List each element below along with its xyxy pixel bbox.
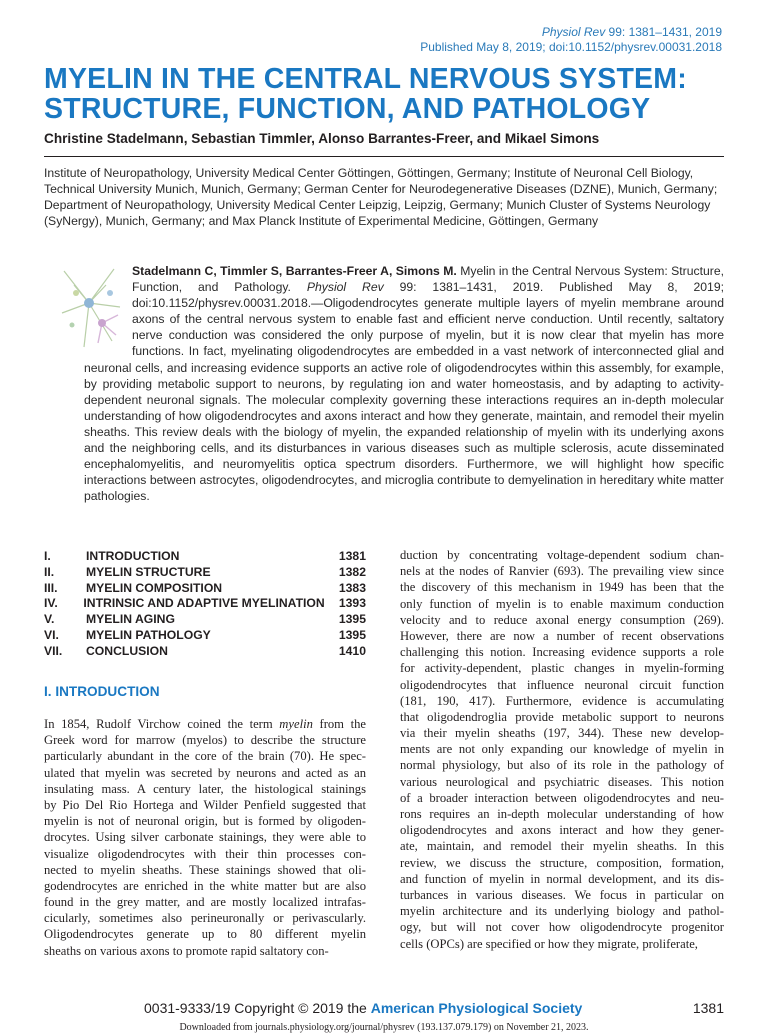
body-text-right-column — [400, 547, 724, 952]
toc-entry-number: IV. — [44, 596, 58, 611]
text-line: oligodendrocytes that influence neuronal circuit function — [400, 677, 724, 692]
text-line: (181, 190, 417). Furthermore, evidence is accumulating — [400, 693, 724, 708]
text-line: visualize oligodendrocytes with their thin processes con- — [44, 846, 366, 861]
text-line: ogy, but will not cover how oligodendrocyte progenitor — [400, 920, 724, 935]
toc-entry-page: 1395 — [338, 612, 366, 627]
toc-entry[interactable] — [44, 612, 366, 628]
section-heading-introduction: I. INTRODUCTION — [44, 684, 160, 699]
text-line: myelin is not of neuronal origin, but is formed by oligoden- — [44, 814, 366, 829]
text-line: In 1854, Rudolf Virchow coined the term myelin from the — [44, 717, 366, 731]
toc-entry[interactable] — [44, 549, 366, 565]
toc-entry-page: 1382 — [338, 564, 366, 579]
text-line: Oligodendrocytes generate up to 80 different myelin — [44, 927, 366, 942]
text-line: myelin architecture and its underlying biology and pathol- — [400, 904, 724, 919]
article-title — [44, 64, 734, 124]
toc-entry-title: MYELIN COMPOSITION — [86, 580, 223, 595]
toc-entry[interactable] — [44, 581, 366, 597]
download-notice: Downloaded from journals.physiology.org/journal/physrev (193.137.079.179) on November 21, 2023. — [179, 1022, 589, 1033]
text-line: normal physiology, but also of its role in the pathology of — [400, 758, 724, 773]
toc-entry[interactable] — [44, 644, 366, 660]
divider — [44, 156, 724, 157]
text-line: ulated that myelin was secreted by neurons and acted as an — [44, 765, 366, 780]
toc-entry-number: VI. — [44, 627, 59, 642]
journal-volume-pages: 99: 1381–1431, 2019 — [605, 25, 722, 39]
text-line: duction by concentrating voltage-dependent sodium chan- — [400, 548, 724, 562]
abstract-authors: Stadelmann C, Timmler S, Barrantes-Freer A, Simons M. — [132, 264, 457, 278]
toc-entry[interactable] — [44, 628, 366, 644]
toc-entry-title: INTRODUCTION — [86, 549, 180, 563]
abstract-body: Oligodendrocytes generate multiple layers of myelin membrane around axons of the central nervous system to enable fast and efficient nerve conduction. Until recently, saltatory nerve conduction was considered the only purpose of myelin, but it is now clear that myelin has more functions. In fact, myelinating oligodendrocytes are embedded in a vast network of interconnected glial and neuronal cells, and increasing evidence supports an active role of oligodendrocytes within this assembly, for example, by providing metabolic support to neurons, by regulating ion and water homeostasis, and by adapting to activity-dependent neuronal signals. The molecular complexity governing these interactions requires an in-depth molecular understanding of how oligodendrocytes and axons interact and how they generate, maintain, and remodel their myelin sheaths. This review deals with the biology of myelin, the expanded relationship of myelin with its underlying axons and the neighboring cells, and its disturbances in various diseases such as multiple sclerosis, acute disseminated encephalomyelitis, and neuromyelitis optica spectrum disorders. Furthermore, we will highlight how specific interactions between astrocytes, oligodendrocytes, and microglia contribute to demyelination in hereditary white matter pathologies. — [84, 296, 724, 504]
text-line: various neurological and psychiatric diseases. This notion — [400, 774, 724, 789]
page-number: 1381 — [692, 1000, 724, 1016]
text-line: review, we discuss the structure, composition, formation, — [400, 855, 724, 870]
text-line: via their myelin sheaths (197, 344). These new develop- — [400, 726, 724, 741]
text-line: and function of myelin in normal development, and its dis- — [400, 871, 724, 886]
text-line: cells (OPCs) are specified or how they migrate, proliferate, — [400, 936, 698, 951]
text-line: ate, maintain, and remodel their myelin sheaths. In this — [400, 839, 724, 854]
article-title-line-1: MYELIN IN THE CENTRAL NERVOUS SYSTEM: — [44, 63, 687, 95]
journal-citation — [542, 24, 722, 40]
abstract-article-title: Myelin in the Central Nervous System: Structure, Function, and Pathology. — [132, 264, 725, 295]
copyright-text: 0031-9333/19 Copyright © 2019 the — [144, 1000, 371, 1016]
page-footer — [44, 1000, 724, 1020]
text-line: turbances in various diseases. We focus in particular on — [400, 887, 724, 902]
text-line: Greek word for marrow (myelos) to describe the structure — [44, 733, 366, 748]
body-text-left-column — [44, 716, 366, 959]
publication-info: Published May 8, 2019; doi:10.1152/physrev.00031.2018 — [420, 40, 722, 54]
table-of-contents — [44, 549, 366, 660]
text-line: challenging this notion. Increasing evidence supports a role — [400, 645, 724, 660]
toc-entry-page: 1410 — [338, 643, 366, 658]
toc-entry-title: MYELIN STRUCTURE — [86, 564, 211, 579]
text-line: However, there are now a number of recent observations — [400, 628, 724, 643]
text-line: drocytes. Using silver carbonate stainings, they were able to — [44, 830, 366, 845]
toc-entry-number: I. — [44, 549, 51, 563]
affiliations: Institute of Neuropathology, University Medical Center Göttingen, Göttingen, Germany; Institute of Neuronal Cell Biology, Technical University Munich, Munich, Germany; German Center for Neurodegenerative Diseases (DZNE), Munich, Germany; Department of Neuropathology, University Medical Center Leipzig, Leipzig, Germany; Munich Cluster of Systems Neurology (SyNergy), Munich, Germany; and Max Planck Institute of Experimental Medicine, Göttingen, Germany — [44, 166, 718, 229]
toc-entry-page: 1381 — [338, 549, 366, 563]
abstract-citation: 99: 1381–1431, 2019. Published May 8, 2019; doi:10.1152/physrev.00031.2018.— — [132, 280, 725, 311]
toc-entry-page: 1393 — [338, 596, 366, 611]
abstract — [84, 263, 724, 504]
toc-entry-title: MYELIN AGING — [86, 612, 175, 627]
toc-entry-page: 1395 — [338, 627, 366, 642]
toc-entry[interactable] — [44, 565, 366, 581]
oligodendrocyte-illustration — [54, 263, 124, 351]
society-name: American Physiological Society — [370, 1000, 583, 1016]
text-line: insulating mass. A century later, the histological stainings — [44, 781, 366, 796]
text-line: that oligodendroglia provide metabolic support to neurons — [400, 709, 724, 724]
text-line: cicularly, sometimes also perineuronally or perivascularly. — [44, 911, 366, 926]
toc-entry-number: V. — [44, 612, 55, 627]
text-line: ments are not only expanding our knowledge of myelin in — [400, 742, 724, 757]
text-line: oligodendrocytes and axons interact and how they gener- — [400, 823, 724, 838]
text-line: found in the grey matter, and are mostly localized intrafas- — [44, 895, 366, 910]
article-title-line-2: STRUCTURE, FUNCTION, AND PATHOLOGY — [44, 93, 651, 125]
toc-entry-title: MYELIN PATHOLOGY — [86, 627, 211, 642]
text-line: rons requires an in-depth molecular understanding of how — [400, 807, 724, 821]
toc-entry-title: INTRINSIC AND ADAPTIVE MYELINATION — [83, 596, 325, 611]
toc-entry-number: III. — [44, 580, 58, 595]
text-line: particularly abundant in the core of the brain (70). He spec- — [44, 749, 366, 764]
toc-entry-page: 1383 — [338, 580, 366, 595]
text-line: of a broader interaction between oligodendrocytes and neu- — [400, 790, 724, 805]
text-line: nected to myelin sheaths. These stainings showed that oli- — [44, 862, 366, 877]
text-line: velocity and to reduce axonal energy consumption (269). — [400, 612, 724, 627]
text-line: by Pio Del Rio Hortega and Wilder Penfield suggested that — [44, 797, 366, 812]
text-line: godendrocytes are enriched in the white matter but are also — [44, 878, 366, 893]
toc-entry-title: CONCLUSION — [86, 643, 168, 658]
text-line: the discovery of this mechanism in 1949 has been that the — [400, 580, 724, 595]
text-line: for activity-dependent, plastic changes in myelin-forming — [400, 661, 724, 676]
journal-name: Physiol Rev — [541, 25, 606, 39]
text-line: nels at the nodes of Ranvier (693). The prevailing view since — [400, 564, 724, 579]
text-line: sheaths on various axons to promote rapid saltatory con- — [44, 943, 329, 958]
toc-entry[interactable] — [44, 596, 366, 612]
copyright-notice — [144, 1000, 582, 1016]
author-list: Christine Stadelmann, Sebastian Timmler, Alonso Barrantes-Freer, and Mikael Simons — [44, 131, 600, 146]
abstract-journal: Physiol Rev — [306, 280, 384, 295]
toc-entry-number: II. — [44, 564, 55, 579]
text-line: only function of myelin is to enable maximum conduction — [400, 596, 724, 611]
toc-entry-number: VII. — [44, 643, 63, 658]
